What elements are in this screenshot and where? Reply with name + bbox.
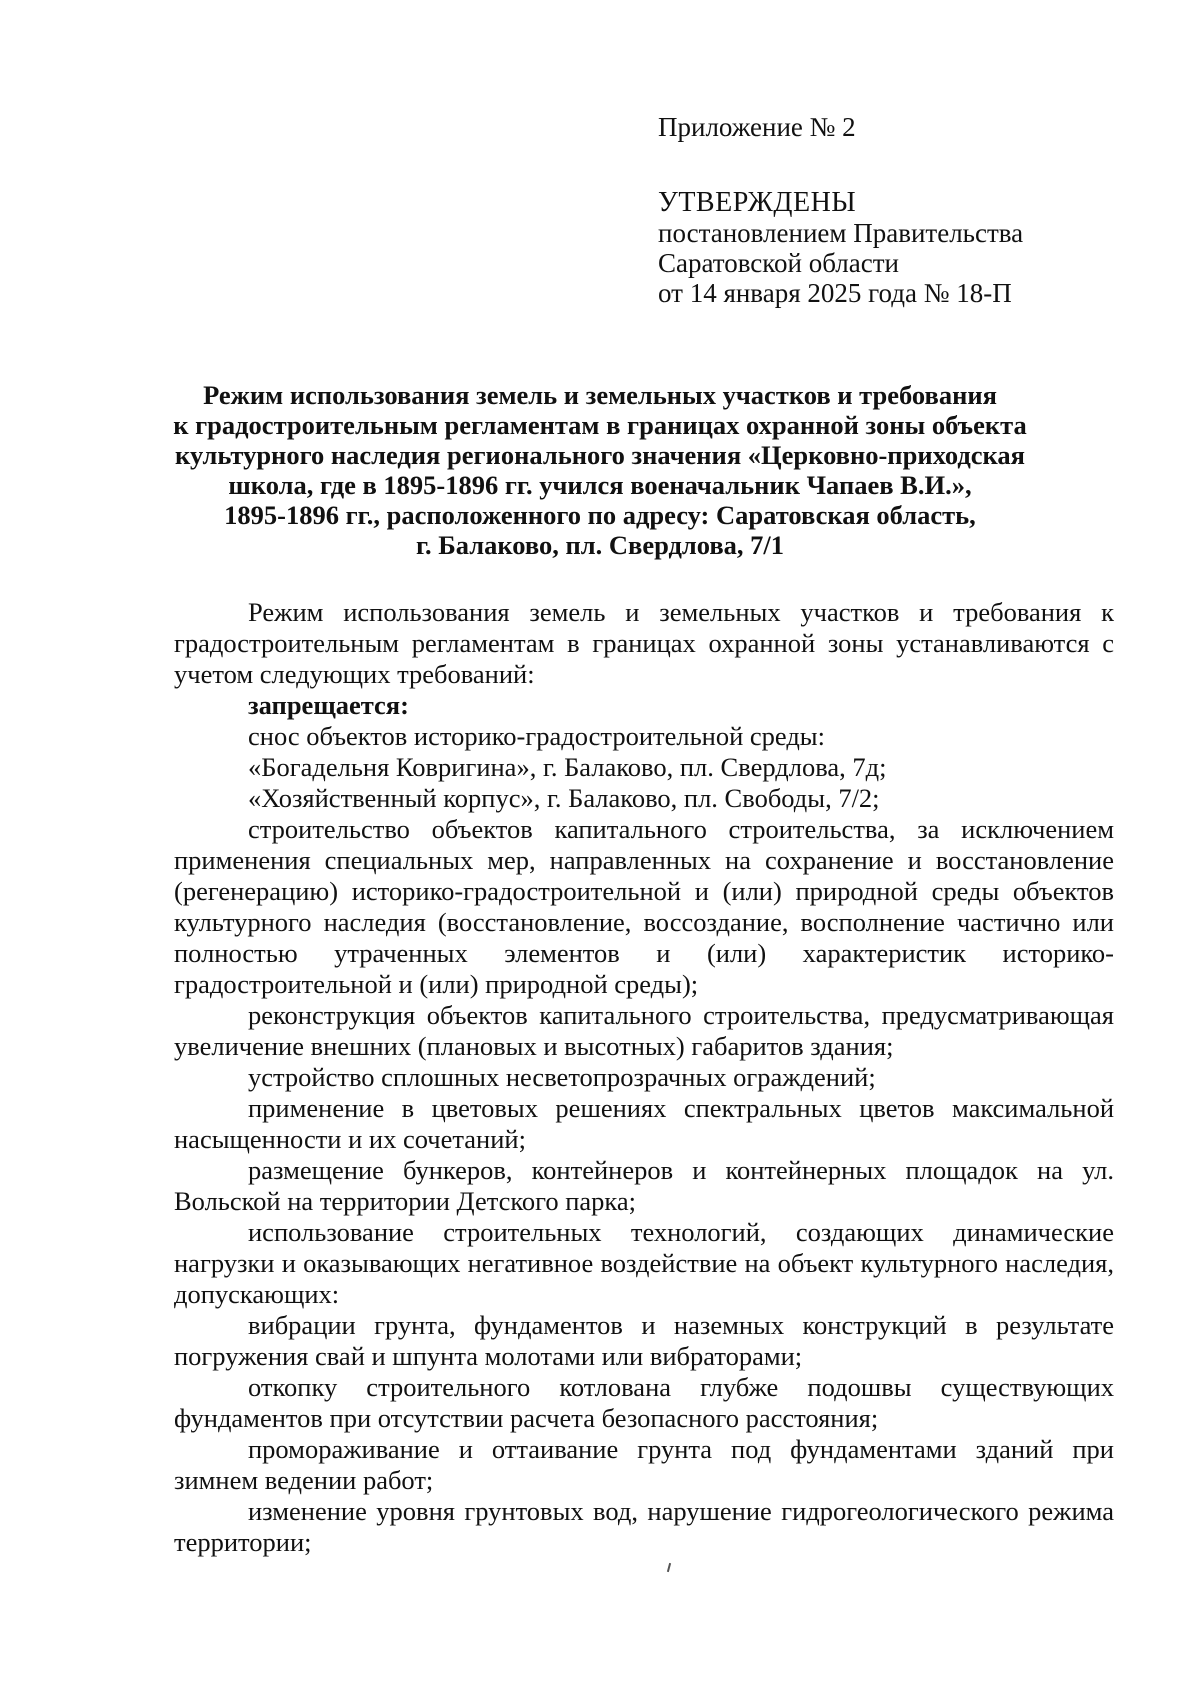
appendix-number: Приложение № 2	[658, 112, 856, 142]
list-item: вибрации грунта, фундаментов и наземных конструкций в результате погружения свай и шпунта молотами или вибраторами;	[174, 1310, 1114, 1371]
approval-line: Саратовской области	[658, 248, 899, 278]
title-line: г. Балаково, пл. Свердлова, 7/1	[415, 530, 785, 560]
title-line: к градостроительным регламентам в границах охранной зоны объекта	[173, 410, 1027, 440]
list-item: изменение уровня грунтовых вод, нарушение гидрогеологического режима территории;	[174, 1496, 1114, 1557]
list-item: размещение бункеров, контейнеров и контейнерных площадок на ул. Вольской на территории Детского парка;	[174, 1155, 1114, 1216]
title-line: культурного наследия регионального значения «Церковно-приходская	[175, 440, 1025, 470]
title-line: Режим использования земель и земельных участков и требования	[203, 380, 997, 410]
list-item: откопку строительного котлована глубже подошвы существующих фундаментов при отсутствии расчета безопасного расстояния;	[174, 1372, 1114, 1433]
intro-paragraph: Режим использования земель и земельных участков и требования к градостроительным регламентам в границах охранной зоны устанавливаются с учетом следующих требований:	[174, 597, 1114, 689]
approval-line: от 14 января 2025 года № 18-П	[658, 278, 1012, 308]
scan-mark	[667, 1563, 671, 1572]
document-title	[150, 380, 1050, 560]
title-line: 1895-1896 гг., расположенного по адресу: Саратовская область,	[224, 500, 976, 530]
approval-line: постановлением Правительства	[658, 218, 1024, 248]
title-line: школа, где в 1895-1896 гг. учился военачальник Чапаев В.И.»,	[228, 470, 972, 500]
list-item: «Хозяйственный корпус», г. Балаково, пл. Свободы, 7/2;	[248, 783, 880, 813]
annex-block	[658, 112, 1128, 308]
approved-heading: УТВЕРЖДЕНЫ	[658, 187, 857, 218]
list-item: «Богадельня Ковригина», г. Балаково, пл. Свердлова, 7д;	[248, 752, 887, 782]
list-item: использование строительных технологий, создающих динамические нагрузки и оказывающих негативное воздействие на объект культурного наследия, допускающих:	[174, 1217, 1114, 1309]
list-item: применение в цветовых решениях спектральных цветов максимальной насыщенности и их сочетаний;	[174, 1093, 1114, 1154]
list-item: реконструкция объектов капитального строительства, предусматривающая увеличение внешних (плановых и высотных) габаритов здания;	[174, 1000, 1114, 1061]
list-item: снос объектов историко-градостроительной среды:	[248, 721, 825, 751]
prohibited-label: запрещается:	[248, 690, 409, 720]
document-body	[174, 597, 1114, 1558]
list-item: строительство объектов капитального строительства, за исключением применения специальных мер, направленных на сохранение и восстановление (регенерацию) историко-градостроительной и (или) природной среды объектов культурного наследия (восстановление, воссоздание, восполнение частично или полностью утраченных элементов и (или) характеристик историко-градостроительной и (или) природной среды);	[174, 814, 1114, 999]
list-item: устройство сплошных несветопрозрачных ограждений;	[248, 1062, 876, 1092]
list-item: промораживание и оттаивание грунта под фундаментами зданий при зимнем ведении работ;	[174, 1434, 1114, 1495]
